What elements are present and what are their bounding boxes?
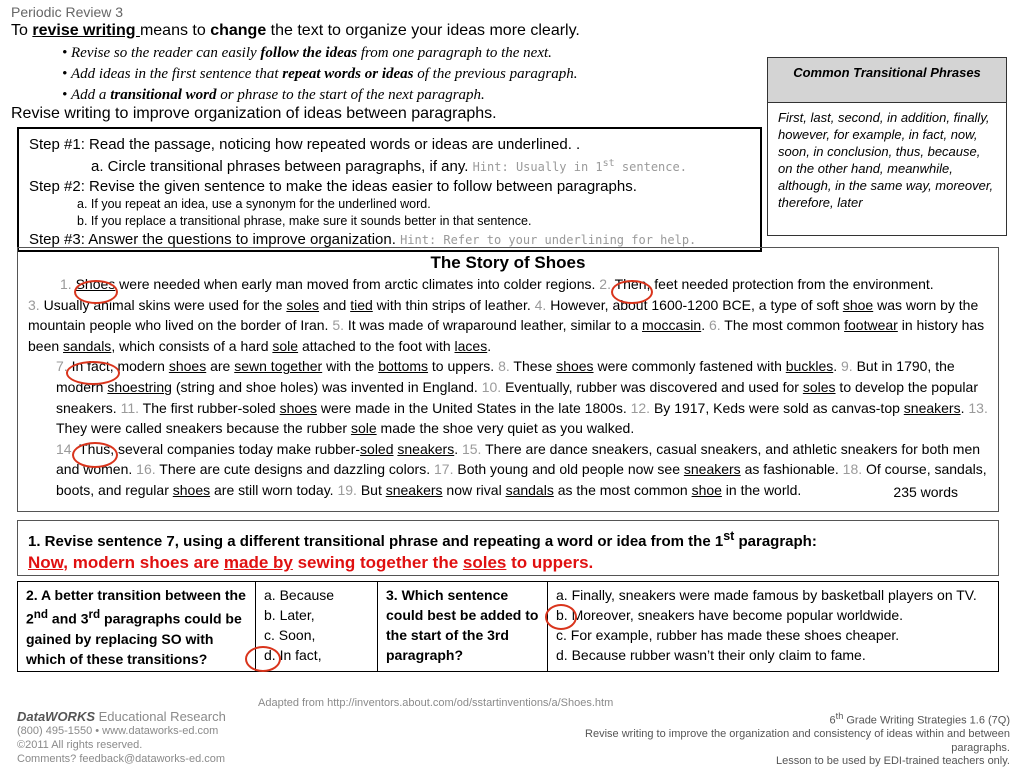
- footer-phone: (800) 495-1550 • www.dataworks-ed.com: [17, 725, 219, 737]
- answer-underlined: made by: [223, 553, 293, 572]
- story-text-run: .: [960, 399, 969, 416]
- bullet-text: or phrase to the start of the next paragraph.: [216, 87, 485, 103]
- answer-text: , modern shoes are: [63, 553, 224, 572]
- intro-text: To: [11, 22, 33, 39]
- transitional-phrases-list: First, last, second, in addition, finally, however, for example, in fact, now, soon, in conclusion, thus, because, on the other hand, meanwhile, although, in the same way, moreover, therefore, later: [778, 110, 994, 210]
- sentence-number: 11.: [120, 399, 143, 416]
- bullet-key-phrase: follow the ideas: [260, 45, 358, 61]
- story-text-run: were commonly fastened with: [593, 358, 786, 375]
- story-text-run: Eventually, rubber was discovered and used for: [505, 378, 803, 395]
- question-3-prompt: 3. Which sentence could best be added to the start of the 3rd paragraph?: [378, 582, 548, 671]
- intro-text: means to: [139, 22, 211, 39]
- story-title: The Story of Shoes: [430, 253, 586, 272]
- steps-box: [17, 127, 762, 252]
- sentence-number: 9.: [841, 358, 857, 375]
- footer-left: [17, 710, 226, 766]
- underlined-word: bottoms: [378, 358, 429, 375]
- sentence-number: 5.: [332, 317, 348, 334]
- story-box: [17, 247, 999, 512]
- story-text-run: was worn by the mountain people who lived on the border of Iran.: [28, 296, 979, 334]
- question-1-prompt: [28, 526, 988, 552]
- story-paragraph: [28, 439, 988, 501]
- question-2-prompt: [18, 582, 256, 671]
- sentence-number: 16.: [136, 461, 160, 478]
- sentence-number: 10.: [481, 378, 506, 395]
- story-text-run: , which consists of a hard: [111, 337, 273, 354]
- underlined-word: sole: [272, 337, 299, 354]
- sentence-number: 18.: [842, 461, 867, 478]
- story-text-run: The first rubber-soled: [142, 399, 280, 416]
- story-text-run: .: [833, 358, 842, 375]
- option-2b[interactable]: b. Later,: [264, 607, 315, 623]
- answer-text: to uppers.: [506, 553, 594, 572]
- underlined-word: shoestring: [107, 378, 172, 395]
- step-3-text: Step #3: Answer the questions to improve organization.: [29, 231, 396, 248]
- sentence-number: 13.: [968, 399, 988, 416]
- bullet-key-phrase: repeat words or ideas: [282, 66, 414, 82]
- transitional-phrases-title: Common Transitional Phrases: [768, 58, 1006, 103]
- footer-grade: [540, 710, 1010, 728]
- underlined-word: soles: [286, 296, 320, 313]
- step-3-hint: Hint: Refer to your underlining for help.: [400, 233, 697, 247]
- underlined-word: sneakers: [683, 461, 741, 478]
- question-1-box: [17, 520, 999, 576]
- story-text-run: Of course, sandals, boots, and regular: [56, 461, 987, 498]
- story-text-run: Thus, several companies today make rubber-: [79, 440, 361, 457]
- underlined-word: tied: [350, 296, 373, 313]
- story-text-run: are still worn today.: [210, 481, 338, 498]
- question-sup: nd: [33, 608, 49, 621]
- grade-text: Grade Writing Strategies 1.6 (7Q): [843, 714, 1010, 727]
- sentence-number: 6.: [708, 317, 725, 334]
- option-3a[interactable]: a. Finally, sneakers were made famous by basketball players on TV.: [556, 587, 977, 603]
- bullet-text: Add a: [71, 87, 111, 103]
- story-text-run: with the: [322, 358, 379, 375]
- story-text-run: There are dance sneakers, casual sneakers, and athletic sneakers for both men and women.: [56, 440, 981, 478]
- sentence-number: 7.: [56, 358, 72, 375]
- story-text-run: They were called sneakers because the rubber: [56, 420, 351, 437]
- step-2b: b. If you replace a transitional phrase, make sure it sounds better in that sentence.: [77, 214, 532, 228]
- brand-rest: Educational Research: [95, 709, 226, 724]
- sentence-number: 1.: [60, 276, 76, 292]
- story-text-run: The most common: [724, 317, 845, 334]
- underlined-word: shoe: [842, 296, 874, 313]
- underlined-word: sneakers: [385, 481, 443, 498]
- bullet-text: Add ideas in the first sentence that: [71, 66, 283, 82]
- sentence-number: 12.: [630, 399, 654, 416]
- story-text-run: with thin strips of leather.: [372, 296, 535, 313]
- story-text-run: There are cute designs and dazzling colors.: [159, 461, 434, 478]
- story-text-run: It was made of wraparound leather, similar to a: [347, 317, 643, 334]
- sentence-number: 17.: [434, 461, 458, 478]
- option-3c[interactable]: c. For example, rubber has made these shoes cheaper.: [556, 627, 900, 643]
- story-text-run: These: [513, 358, 557, 375]
- question-sup: rd: [88, 608, 101, 621]
- story-paragraph: [28, 274, 988, 295]
- term-change: change: [210, 22, 267, 39]
- step-2: Step #2: Revise the given sentence to make the ideas easier to follow between paragraphs.: [29, 178, 637, 195]
- story-text-run: in the world.: [721, 481, 802, 498]
- annotation-circle: [72, 442, 118, 468]
- story-text-run: By 1917, Keds were sold as canvas-top: [653, 399, 904, 416]
- step-2a: a. If you repeat an idea, use a synonym for the underlined word.: [77, 197, 431, 211]
- hint-text: Hint: Usually in 1: [472, 160, 603, 174]
- underlined-word: shoes: [279, 399, 317, 416]
- underlined-word: buckles: [785, 358, 834, 375]
- option-2d[interactable]: d. In fact,: [264, 647, 322, 663]
- story-text-run: were made in the United States in the late 1800s.: [316, 399, 631, 416]
- story-text-run: made the shoe very quiet as you walked.: [376, 420, 635, 437]
- step-1a: [29, 154, 750, 177]
- story-paragraph: [28, 295, 988, 357]
- annotation-circle: [74, 280, 118, 304]
- question-text: 1. Revise sentence 7, using a different transitional phrase and repeating a word or idea from the 1: [28, 533, 724, 550]
- story-text-run: Then, feet needed protection from the environment.: [614, 276, 934, 292]
- bullet-text: of the previous paragraph.: [413, 66, 578, 82]
- story-text-run: to develop the popular sneakers.: [56, 378, 978, 416]
- grade-number: 6: [829, 714, 836, 727]
- story-text-run: to uppers.: [428, 358, 499, 375]
- footer-copyright: ©2011 All rights reserved.: [17, 739, 143, 751]
- story-text-run: (string and shoe holes) was invented in England.: [171, 378, 482, 395]
- story-text-run: .: [701, 317, 709, 334]
- story-text-run: are: [206, 358, 235, 375]
- story-text: [28, 274, 988, 501]
- step-1a-text: a. Circle transitional phrases between paragraphs, if any.: [91, 158, 469, 175]
- underlined-word: sandals: [505, 481, 554, 498]
- sentence-number: 2.: [599, 276, 615, 292]
- story-text-run: now rival: [442, 481, 506, 498]
- annotation-circle: [245, 646, 281, 672]
- bullet-icon: •: [62, 87, 68, 103]
- hint-text: sentence.: [614, 160, 687, 174]
- term-revise-writing: revise writing: [32, 22, 140, 39]
- annotation-circle: [611, 280, 653, 304]
- underlined-word: sneakers: [903, 399, 961, 416]
- question-sup: st: [723, 529, 735, 543]
- story-text-run: Both young and old people now see: [457, 461, 684, 478]
- bullet-icon: •: [62, 66, 68, 82]
- answer-underlined: Now: [28, 553, 64, 572]
- question-text: paragraph:: [734, 533, 817, 550]
- question-text: and 3: [48, 610, 89, 627]
- bullet-item: [62, 66, 578, 83]
- brand-strong: DataWORKS: [17, 709, 96, 724]
- bullet-text: Revise so the reader can easily: [71, 45, 261, 61]
- story-text-run: were needed when early man moved from arctic climates into colder regions.: [115, 276, 600, 292]
- story-text-run: attached to the foot with: [298, 337, 455, 354]
- bullet-item: [62, 45, 552, 62]
- story-text-run: .: [487, 337, 492, 354]
- step-1: Step #1: Read the passage, noticing how repeated words or ideas are underlined. .: [29, 136, 581, 153]
- underlined-word: Shoes: [75, 276, 116, 292]
- word-count: 235 words: [893, 484, 958, 501]
- footer-objective: Revise writing to improve the organization and consistency of ideas within and between paragraphs.: [585, 728, 1010, 754]
- story-text-run: in history has been: [28, 317, 985, 354]
- grade-sup: th: [835, 711, 844, 721]
- question-text: 2. A better transition between the 2: [26, 587, 246, 627]
- transitional-phrases-box: [767, 57, 1007, 236]
- story-text-run: In fact, modern: [71, 358, 169, 375]
- annotation-circle: [66, 361, 120, 385]
- option-3b[interactable]: b. Moreover, sneakers have become popular worldwide.: [556, 607, 904, 623]
- story-text-run: .: [454, 440, 462, 457]
- intro-line: [11, 22, 580, 40]
- question-text: paragraphs could be gained by replacing SO with which of these transitions?: [26, 610, 242, 667]
- underlined-word: shoes: [556, 358, 594, 375]
- story-paragraph: [28, 356, 988, 438]
- story-text-run: But in 1790, the modern: [56, 358, 955, 395]
- underlined-word: soles: [802, 378, 836, 395]
- answer-underlined: soles: [462, 553, 507, 572]
- sentence-number: 8.: [498, 358, 514, 375]
- option-2c[interactable]: c. Soon,: [264, 627, 316, 643]
- sentence-number: 3.: [28, 296, 44, 313]
- question-1-answer: [28, 552, 988, 574]
- bullet-icon: •: [62, 45, 68, 61]
- option-3d[interactable]: d. Because rubber wasn’t their only claim to fame.: [556, 647, 866, 663]
- story-text-run: However, about 1600-1200 BCE, a type of soft: [550, 296, 843, 313]
- underlined-word: shoe: [691, 481, 722, 498]
- page-header-label: Periodic Review 3: [11, 4, 124, 20]
- underlined-word: moccasin: [642, 317, 702, 334]
- footer-right: [540, 710, 1010, 768]
- underlined-word: shoes: [172, 481, 211, 498]
- questions-table: [17, 581, 999, 672]
- sentence-number: 4.: [534, 296, 551, 313]
- underlined-word: laces: [454, 337, 488, 354]
- footer-comments: Comments? feedback@dataworks-ed.com: [17, 753, 226, 765]
- story-text-run: Usually animal skins were used for the: [43, 296, 287, 313]
- underlined-word: sole: [350, 420, 377, 437]
- sentence-number: 14.: [56, 440, 80, 457]
- underlined-word: sewn together: [234, 358, 323, 375]
- intro-text: the text to organize your ideas more clearly.: [266, 22, 580, 39]
- brand-logo: [17, 710, 226, 724]
- footer-usage: Lesson to be used by EDI-trained teachers only.: [776, 755, 1010, 768]
- underlined-word: footwear: [844, 317, 898, 334]
- story-text-run: as the most common: [553, 481, 692, 498]
- annotation-circle: [545, 604, 577, 630]
- story-text-run: and: [319, 296, 351, 313]
- option-2a[interactable]: a. Because: [264, 587, 335, 603]
- bullet-text: from one paragraph to the next.: [357, 45, 552, 61]
- story-text-run: as fashionable.: [740, 461, 843, 478]
- answer-text: sewing together the: [292, 553, 463, 572]
- underlined-word: sandals: [63, 337, 112, 354]
- sentence-number: 15.: [461, 440, 486, 457]
- underlined-word: soled: [360, 440, 394, 457]
- bullet-item: [62, 87, 485, 104]
- step-1a-hint: [473, 160, 687, 174]
- hint-sup: st: [602, 158, 615, 169]
- sentence-number: 19.: [337, 481, 361, 498]
- objective-line: Revise writing to improve organization of ideas between paragraphs.: [11, 105, 497, 122]
- bullet-key-phrase: transitional word: [110, 87, 217, 103]
- story-text-run: But: [360, 481, 386, 498]
- question-3-options: [548, 582, 998, 671]
- source-credit: Adapted from http://inventors.about.com/od/sstartinventions/a/Shoes.htm: [258, 697, 614, 709]
- underlined-word: shoes: [168, 358, 207, 375]
- underlined-word: sneakers: [397, 440, 455, 457]
